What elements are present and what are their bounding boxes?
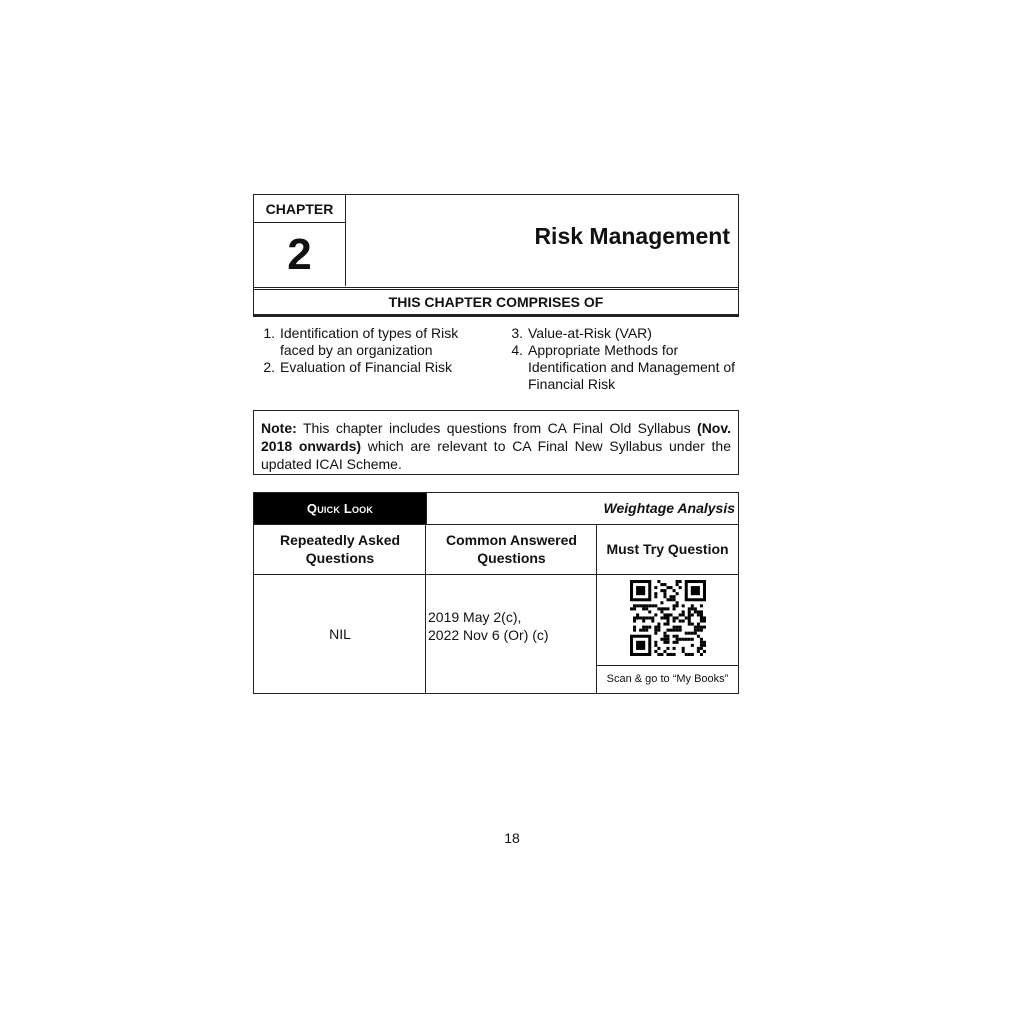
list-item-text: Evaluation of Financial Risk [280, 359, 452, 375]
common-question-item: 2019 May 2(c), [428, 609, 522, 625]
note-text: This chapter includes questions from CA Final Old Syllabus [296, 420, 698, 436]
qr-code-graphic [630, 580, 706, 656]
list-item-text: Value-at-Risk (VAR) [528, 325, 652, 341]
list-item-number: 2. [263, 359, 275, 375]
list-item-number: 3. [511, 325, 523, 341]
quick-look-label: Quick Look [254, 493, 426, 524]
chapter-title: Risk Management [534, 223, 730, 249]
column-header: Common Answered Questions [446, 532, 577, 566]
note-text: which are relevant to CA Final New Syllabus under the updated ICAI Scheme. [261, 438, 731, 472]
comprises-heading: THIS CHAPTER COMPRISES OF [253, 287, 739, 317]
note-label: Note: [261, 420, 297, 436]
list-item-number: 4. [511, 342, 523, 358]
chapter-header [253, 194, 739, 288]
chapter-number: 2 [287, 230, 312, 279]
list-item [501, 342, 739, 393]
list-item [253, 325, 493, 359]
note-box [253, 410, 739, 475]
column-header: Must Try Question [606, 541, 729, 557]
page-number: 18 [504, 830, 520, 846]
chapter-label: CHAPTER [254, 195, 345, 223]
topic-list-left [253, 325, 493, 376]
topic-list-right [501, 325, 739, 393]
list-item [253, 359, 493, 376]
list-item-number: 1. [263, 325, 275, 341]
column-header: Repeatedly Asked Questions [279, 532, 401, 566]
note-emphasis: (Nov. 2018 onwards) [261, 420, 731, 454]
common-questions-cell [428, 574, 597, 678]
list-item-text: Identification of types of Risk faced by an organization [280, 325, 459, 358]
repeated-questions-value: NIL [329, 625, 351, 642]
chapter-number-cell [254, 195, 346, 286]
weightage-analysis-label: Weightage Analysis [426, 493, 738, 524]
quick-look-table [253, 492, 739, 694]
qr-code-icon[interactable] [630, 580, 706, 656]
list-item [501, 325, 739, 342]
common-question-item: 2022 Nov 6 (Or) (c) [428, 627, 549, 643]
scan-caption: Scan & go to “My Books” [606, 673, 729, 685]
list-item-text: Appropriate Methods for Identification and Management of Financial Risk [528, 342, 736, 392]
